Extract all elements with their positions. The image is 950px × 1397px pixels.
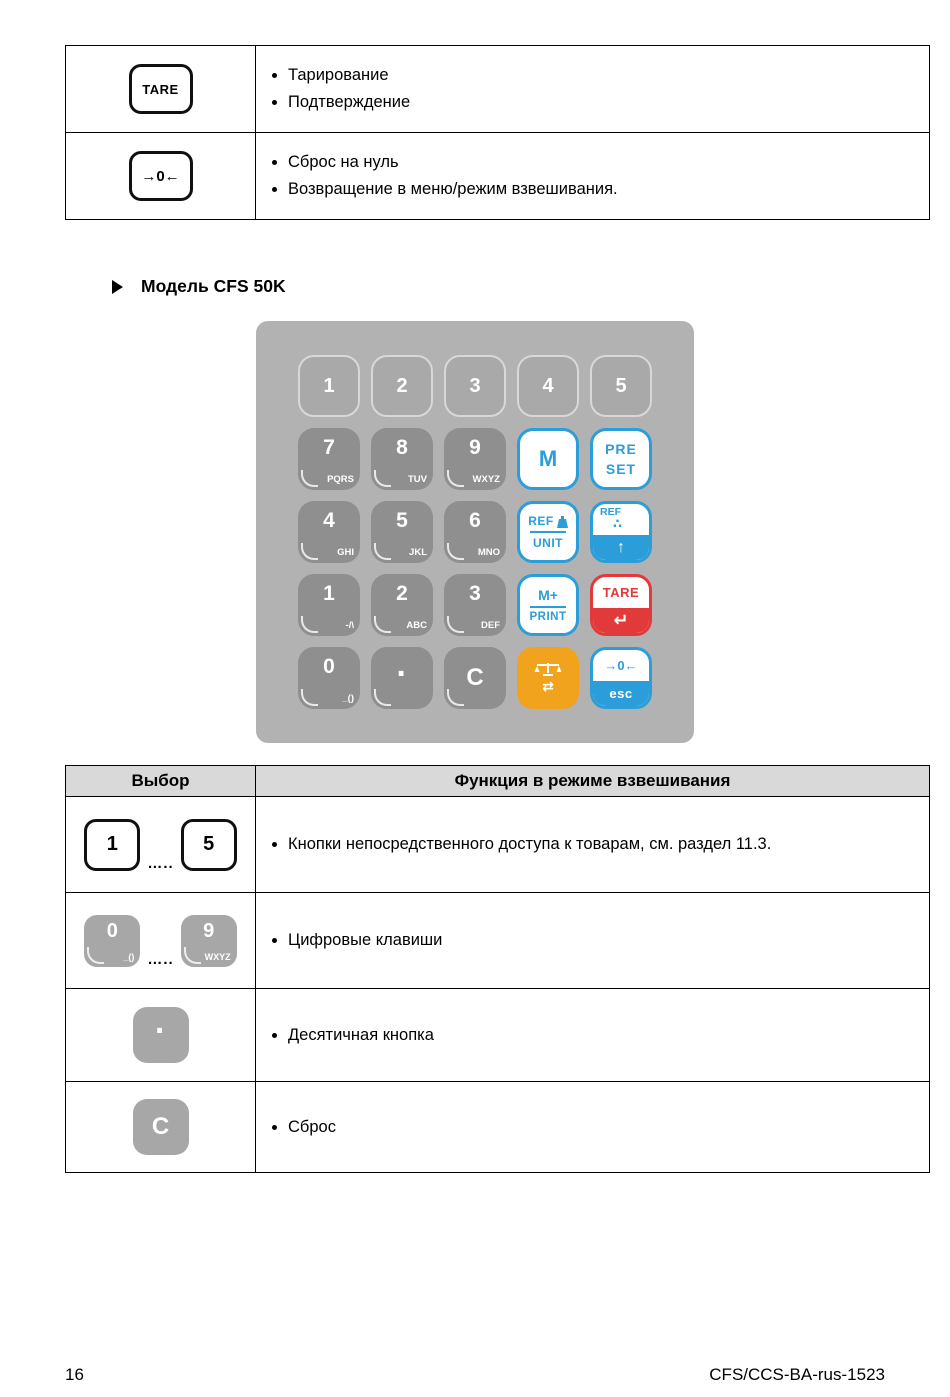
key-main-label: 3 — [469, 582, 481, 605]
tare-key-icon: TARE — [129, 64, 193, 114]
key-ref-sample — [590, 501, 652, 563]
key-sub-label: _() — [342, 693, 354, 704]
direct-keys-range — [66, 819, 255, 871]
keypad-figure — [0, 321, 950, 743]
key-main-label: 0 — [323, 655, 335, 678]
key-main-label: 6 — [469, 509, 481, 532]
key-cell — [66, 797, 256, 893]
key-sub-label: -/\ — [345, 620, 354, 631]
bullet-list — [256, 62, 929, 115]
key-cell — [66, 893, 256, 989]
key-function-table-top — [65, 45, 930, 220]
key-m-print — [517, 574, 579, 636]
bullet-item: • Тарирование — [288, 62, 929, 89]
bullet-item: • Подтверждение — [288, 89, 929, 116]
key-unit-switch — [517, 647, 579, 709]
decimal-dot-label: · — [396, 655, 408, 693]
esc-band: esc — [593, 681, 649, 706]
range-dots: ….. — [147, 854, 174, 872]
enter-band — [593, 608, 649, 633]
description-cell — [256, 1082, 930, 1173]
numeric-keys-range — [66, 915, 255, 967]
zero-label: →0← — [604, 658, 638, 673]
preset-label: PRE SET — [605, 441, 637, 477]
description-cell — [256, 893, 930, 989]
switch-arrows-icon: ⇄ — [542, 677, 554, 694]
key-ref-unit — [517, 501, 579, 563]
ref-sample-label: REF ∴ — [600, 506, 623, 532]
header-function: Функция в режиме взвешивания — [256, 766, 930, 797]
key-tare-enter — [590, 574, 652, 636]
table-row — [66, 133, 930, 220]
key-main-label: 9 — [469, 436, 481, 459]
clear-key-icon: C — [133, 1099, 189, 1155]
bullet-list — [256, 1114, 929, 1141]
bullet-item: • Цифровые клавиши — [288, 927, 929, 954]
bullet-item: • Сброс — [288, 1114, 929, 1141]
table-row — [66, 893, 930, 989]
key-main-label: 1 — [323, 582, 335, 605]
key-direct-5: 5 — [590, 355, 652, 417]
range-dots: ….. — [147, 950, 174, 968]
bullet-list — [256, 1022, 929, 1049]
key-sub-label: WXYZ — [472, 474, 500, 485]
key-4 — [298, 501, 360, 563]
key-main-label: 4 — [323, 509, 335, 532]
key-cell — [66, 989, 256, 1082]
bullet-item: • Сброс на нуль — [288, 149, 929, 176]
table-row — [66, 1082, 930, 1173]
key-main-label: 8 — [396, 436, 408, 459]
key-preset — [590, 428, 652, 490]
sample-dots-icon: ∴ — [613, 516, 623, 532]
zero-key-icon: →0← — [129, 151, 193, 201]
key-1 — [298, 574, 360, 636]
key-main-label: 5 — [396, 509, 408, 532]
description-cell — [256, 797, 930, 893]
table-header-row — [66, 766, 930, 797]
key-6 — [444, 501, 506, 563]
key-0 — [298, 647, 360, 709]
key-1-icon: 1 — [84, 819, 140, 871]
key-zero-esc — [590, 647, 652, 709]
key-decimal — [371, 647, 433, 709]
description-cell — [256, 46, 930, 133]
bullet-item: • Кнопки непосредственного доступа к товарам, см. раздел 11.3. — [288, 831, 929, 858]
key-sub-label: TUV — [408, 474, 427, 485]
up-arrow-band — [593, 535, 649, 560]
page-number: 16 — [65, 1365, 84, 1384]
bullet-list — [256, 831, 929, 858]
bullet-item: • Возвращение в меню/режим взвешивания. — [288, 176, 929, 203]
key-main-label: 2 — [396, 582, 408, 605]
bullet-list — [256, 927, 929, 954]
key-9-icon: 9 WXYZ — [181, 915, 237, 967]
up-arrow-icon: ↑ — [617, 538, 625, 556]
header-selection: Выбор — [66, 766, 256, 797]
key-7 — [298, 428, 360, 490]
tare-label: TARE — [602, 585, 640, 600]
section-heading — [112, 276, 950, 297]
key-sub-label: MNO — [477, 547, 500, 558]
memory-key-label: M — [538, 446, 558, 471]
key-clear — [444, 647, 506, 709]
key-direct-4: 4 — [517, 355, 579, 417]
key-sub-label: PQRS — [327, 474, 354, 485]
key-main-label: 7 — [323, 436, 335, 459]
clear-key-label: C — [466, 664, 484, 691]
table-row — [66, 46, 930, 133]
m-print-label: M+ PRINT — [529, 587, 567, 623]
key-sub-label: GHI — [337, 547, 354, 558]
document-code: CFS/CCS-BA-rus-1523 — [709, 1365, 885, 1384]
description-cell — [256, 989, 930, 1082]
keypad-panel — [256, 321, 694, 743]
key-9 — [444, 428, 506, 490]
balance-scale-icon — [534, 662, 562, 677]
key-8 — [371, 428, 433, 490]
ref-unit-label: REF UNIT — [520, 504, 576, 560]
key-sub-label: DEF — [481, 620, 500, 631]
weight-icon — [557, 516, 568, 528]
description-cell — [256, 133, 930, 220]
divider-line — [530, 531, 566, 533]
key-cell — [66, 1082, 256, 1173]
key-0-icon: 0 _() — [84, 915, 140, 967]
page-footer — [65, 1365, 885, 1385]
decimal-key-icon: · — [133, 1007, 189, 1063]
key-function-table-bottom — [65, 765, 930, 1173]
key-5-icon: 5 — [181, 819, 237, 871]
divider-line — [530, 606, 566, 608]
key-5 — [371, 501, 433, 563]
table-row — [66, 989, 930, 1082]
bullet-item: • Десятичная кнопка — [288, 1022, 929, 1049]
key-sub-label: JKL — [409, 547, 427, 558]
arrowhead-bullet-icon — [112, 280, 123, 294]
key-sub-label: ABC — [406, 620, 427, 631]
section-title: Модель CFS 50K — [141, 276, 286, 296]
table-row — [66, 797, 930, 893]
enter-arrow-icon: ↵ — [613, 610, 629, 630]
key-cell — [66, 133, 256, 220]
key-memory — [517, 428, 579, 490]
key-direct-1: 1 — [298, 355, 360, 417]
key-3 — [444, 574, 506, 636]
key-2 — [371, 574, 433, 636]
key-cell — [66, 46, 256, 133]
key-direct-3: 3 — [444, 355, 506, 417]
bullet-list — [256, 149, 929, 202]
key-direct-2: 2 — [371, 355, 433, 417]
